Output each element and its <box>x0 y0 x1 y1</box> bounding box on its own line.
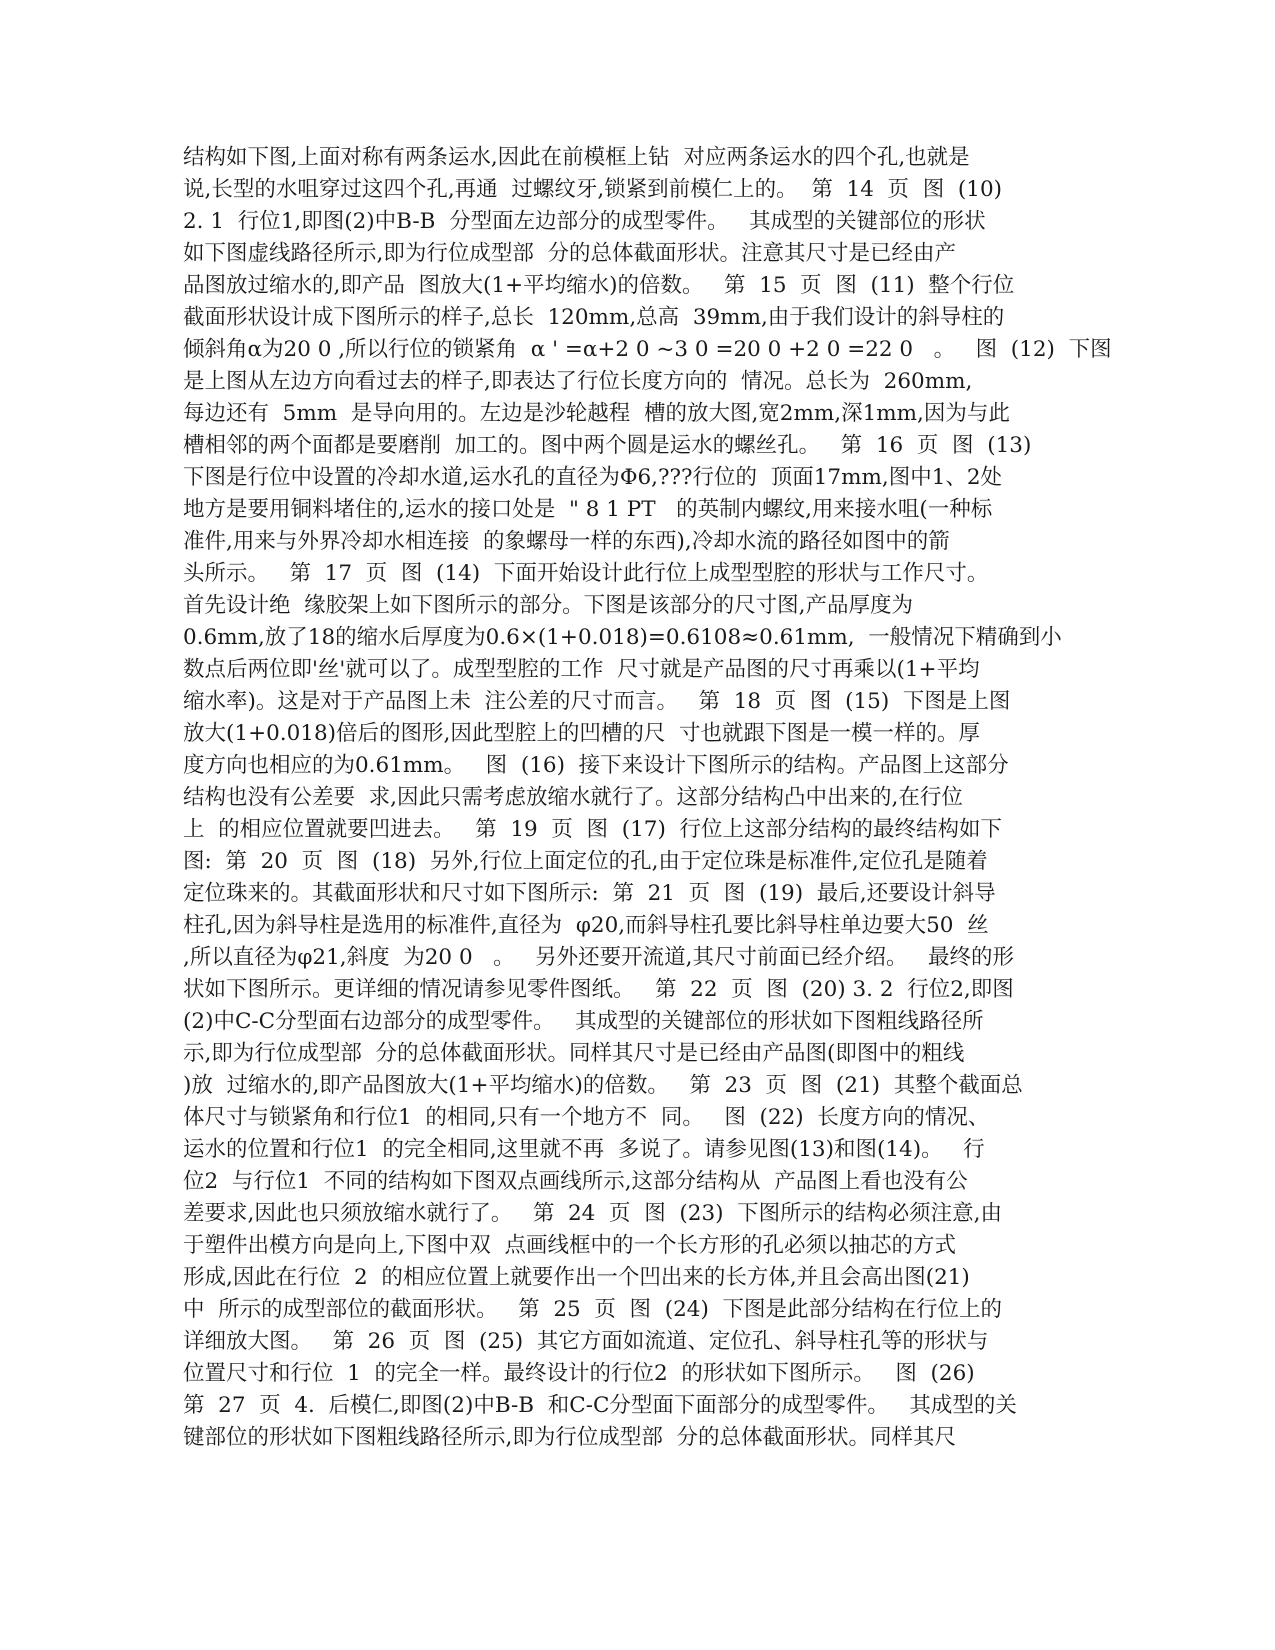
text-line: )放 过缩水的,即产品图放大(1+平均缩水)的倍数。 第 23 页 图 (21) 其整个截面总 <box>183 1073 1023 1098</box>
text-line: 结构也没有公差要 求,因此只需考虑放缩水就行了。这部分结构凸中出来的,在行位 <box>183 785 963 810</box>
text-line: 说,长型的水咀穿过这四个孔,再通 过螺纹牙,锁紧到前模仁上的。 第 14 页 图 (10) <box>183 177 1003 202</box>
text-line: 第 27 页 4. 后模仁,即图(2)中B-B 和C-C分型面下面部分的成型零件。 其成型的关 <box>183 1393 1017 1418</box>
text-line: 如下图虚线路径所示,即为行位成型部 分的总体截面形状。注意其尺寸是已经由产 <box>183 241 957 266</box>
text-line: 2. 1 行位1,即图(2)中B-B 分型面左边部分的成型零件。 其成型的关键部位的形状 <box>183 209 986 234</box>
text-line: ,所以直径为φ21,斜度 为20 0 。 另外还要开流道,其尺寸前面已经介绍。 最终的形 <box>183 945 1014 970</box>
text-line: 下图是行位中设置的冷却水道,运水孔的直径为Φ6,???行位的 顶面17mm,图中1、2处 <box>183 465 1003 490</box>
text-line: 位2 与行位1 不同的结构如下图双点画线所示,这部分结构从 产品图上看也没有公 <box>183 1169 968 1194</box>
text-line: 放大(1+0.018)倍后的图形,因此型腔上的凹槽的尺 寸也就跟下图是一模一样的。厚 <box>183 721 981 746</box>
text-line: 柱孔,因为斜导柱是选用的标准件,直径为 φ20,而斜导柱孔要比斜导柱单边要大50 丝 <box>183 913 989 938</box>
text-line: 品图放过缩水的,即产品 图放大(1+平均缩水)的倍数。 第 15 页 图 (11) 整个行位 <box>183 273 1015 298</box>
text-line: 度方向也相应的为0.61mm。 图 (16) 接下来设计下图所示的结构。产品图上这部分 <box>183 753 1009 778</box>
text-line: 图: 第 20 页 图 (18) 另外,行位上面定位的孔,由于定位珠是标准件,定位孔是随着 <box>183 849 988 874</box>
text-line: 是上图从左边方向看过去的样子,即表达了行位长度方向的 情况。总长为 260mm, <box>183 369 973 394</box>
text-line: 每边还有 5mm 是导向用的。左边是沙轮越程 槽的放大图,宽2mm,深1mm,因为与此 <box>183 401 1010 426</box>
text-line: 体尺寸与锁紧角和行位1 的相同,只有一个地方不 同。 图 (22) 长度方向的情况、 <box>183 1105 990 1130</box>
text-line: 地方是要用铜料堵住的,运水的接口处是 " 8 1 PT 的英制内螺纹,用来接水咀(一种标 <box>183 497 993 522</box>
text-line: 0.6mm,放了18的缩水后厚度为0.6×(1+0.018)=0.6108≈0.61mm, 一般情况下精确到小 <box>183 625 1062 650</box>
text-line: 首先设计绝 缘胶架上如下图所示的部分。下图是该部分的尺寸图,产品厚度为 <box>183 593 914 618</box>
text-line: 中 所示的成型部位的截面形状。 第 25 页 图 (24) 下图是此部分结构在行位上的 <box>183 1297 1003 1322</box>
text-line: 结构如下图,上面对称有两条运水,因此在前模框上钻 对应两条运水的四个孔,也就是 <box>183 145 970 170</box>
text-line: 定位珠来的。其截面形状和尺寸如下图所示: 第 21 页 图 (19) 最后,还要设计斜导 <box>183 881 996 906</box>
text-line: 倾斜角α为20 0 ,所以行位的锁紧角 α ' =α+2 0 ~3 0 =20 0 +2 0 =22 0 。 图 (12) 下图 <box>183 337 1112 362</box>
text-line: 详细放大图。 第 26 页 图 (25) 其它方面如流道、定位孔、斜导柱孔等的形状与 <box>183 1329 989 1354</box>
text-line: 差要求,因此也只须放缩水就行了。 第 24 页 图 (23) 下图所示的结构必须注意,由 <box>183 1201 1003 1226</box>
text-line: 槽相邻的两个面都是要磨削 加工的。图中两个圆是运水的螺丝孔。 第 16 页 图 (13) <box>183 433 1032 458</box>
text-line: 数点后两位即'丝'就可以了。成型型腔的工作 尺寸就是产品图的尺寸再乘以(1+平均 <box>183 657 980 682</box>
text-line: 上 的相应位置就要凹进去。 第 19 页 图 (17) 行位上这部分结构的最终结构如下 <box>183 817 1003 842</box>
text-line: 运水的位置和行位1 的完全相同,这里就不再 多说了。请参见图(13)和图(14)。 行 <box>183 1137 985 1162</box>
text-line: 状如下图所示。更详细的情况请参见零件图纸。 第 22 页 图 (20) 3. 2 行位2,即图 <box>183 977 1014 1002</box>
text-line: 形成,因此在行位 2 的相应位置上就要作出一个凹出来的长方体,并且会高出图(21) <box>183 1265 970 1290</box>
text-line: 位置尺寸和行位 1 的完全一样。最终设计的行位2 的形状如下图所示。 图 (26) <box>183 1361 975 1386</box>
text-line: 于塑件出模方向是向上,下图中双 点画线框中的一个长方形的孔必须以抽芯的方式 <box>183 1233 957 1258</box>
text-line: 头所示。 第 17 页 图 (14) 下面开始设计此行位上成型型腔的形状与工作尺寸。 <box>183 561 989 586</box>
text-line: (2)中C-C分型面右边部分的成型零件。 其成型的关键部位的形状如下图粗线路径所 <box>183 1009 984 1034</box>
text-line: 准件,用来与外界冷却水相连接 的象螺母一样的东西),冷却水流的路径如图中的箭 <box>183 529 950 554</box>
text-line: 缩水率)。这是对于产品图上未 注公差的尺寸而言。 第 18 页 图 (15) 下图是上图 <box>183 689 1011 714</box>
text-line: 截面形状设计成下图所示的样子,总长 120mm,总高 39mm,由于我们设计的斜导柱的 <box>183 305 1005 330</box>
text-line: 键部位的形状如下图粗线路径所示,即为行位成型部 分的总体截面形状。同样其尺 <box>183 1425 957 1450</box>
text-line: 示,即为行位成型部 分的总体截面形状。同样其尺寸是已经由产品图(即图中的粗线 <box>183 1041 965 1066</box>
body-text <box>183 142 1113 1454</box>
